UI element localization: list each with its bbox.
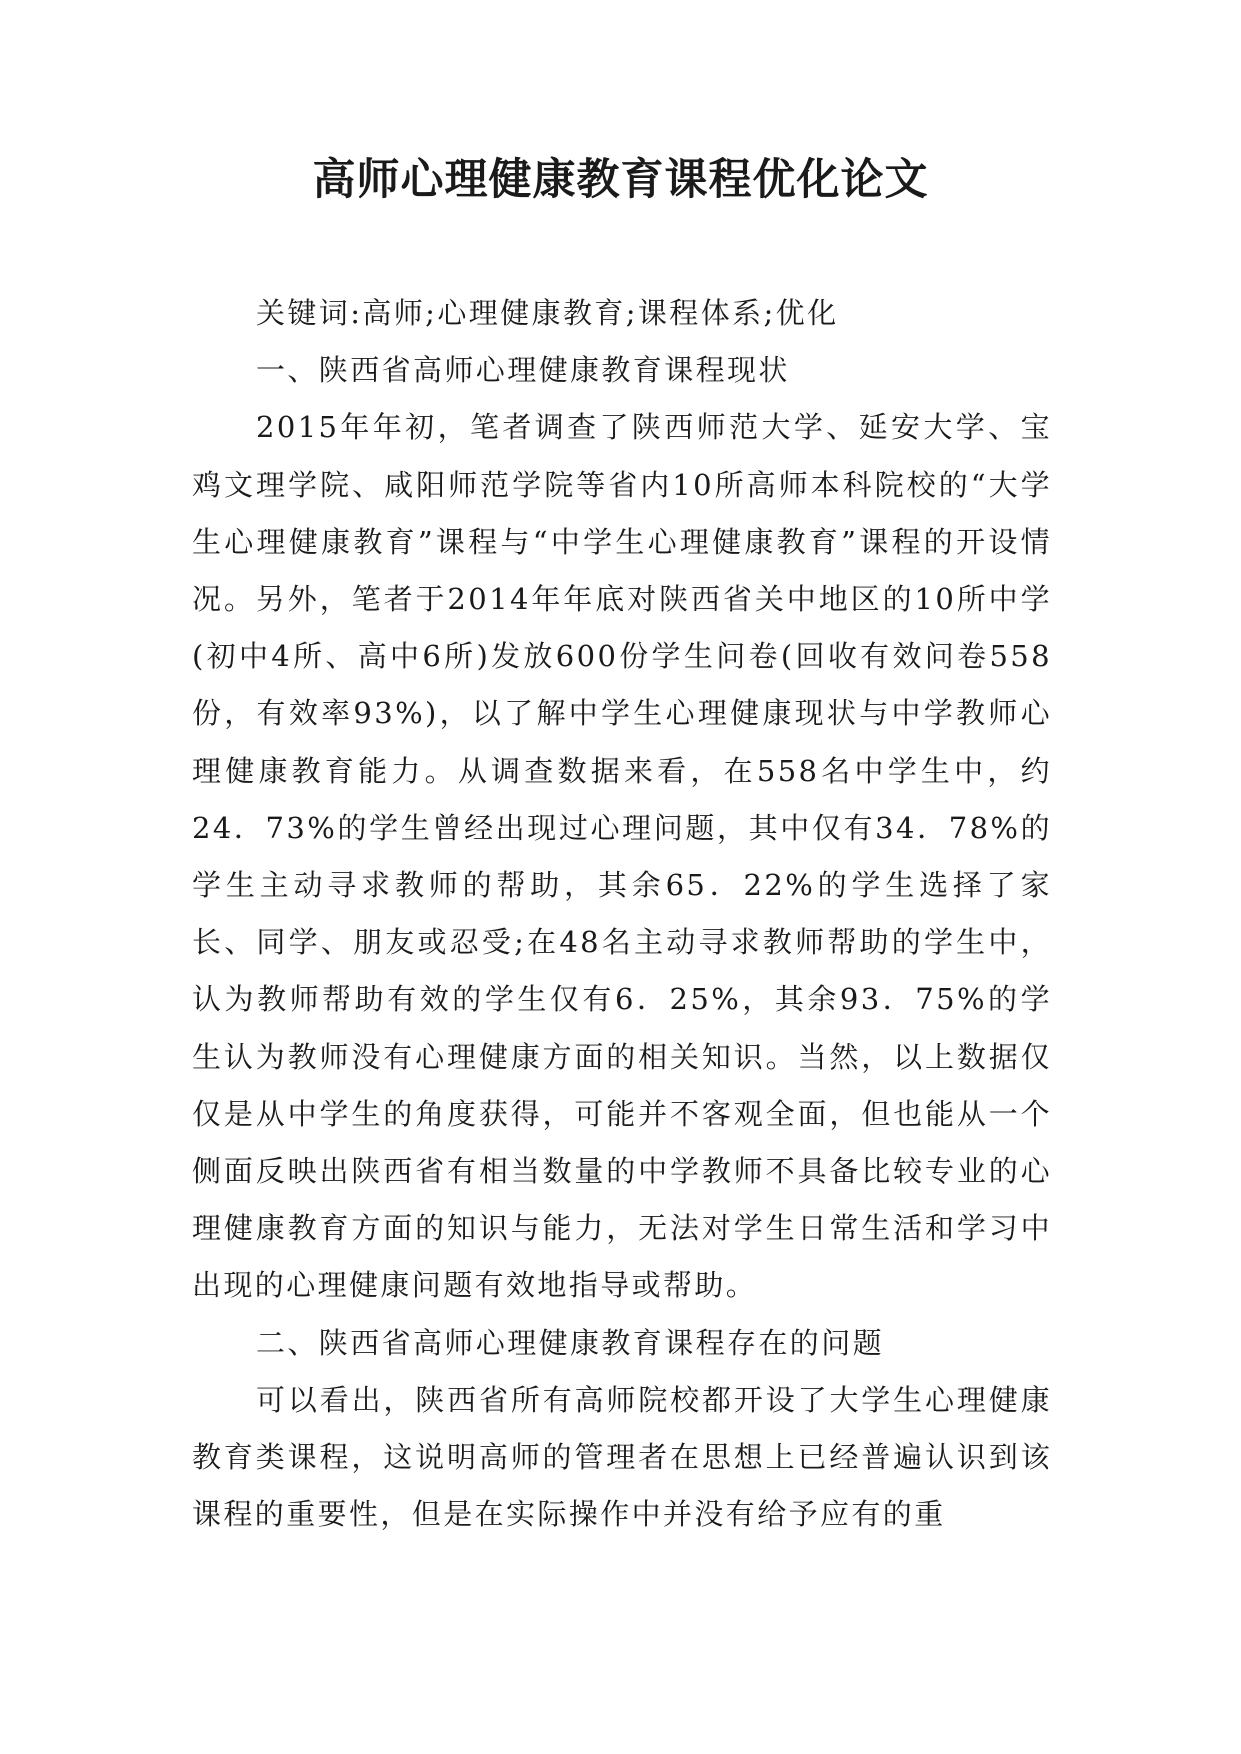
section-heading-2: 二、陕西省高师心理健康教育课程存在的问题 — [256, 1325, 885, 1360]
body-paragraph-1: 2015年年初，笔者调查了陕西师范大学、延安大学、宝鸡文理学院、咸阳师范学院等省内10所高师本科院校的“大学生心理健康教育”课程与“中学生心理健康教育”课程的开设情况。另外，笔者于2014年年底对陕西省关中地区的10所中学(初中4所、高中6所)发放600份学生问卷(回收有效问卷558份，有效率93%)，以了解中学生心理健康现状与中学教师心理健康教育能力。从调查数据来看，在558名中学生中，约24．73%的学生曾经出现过心理问题，其中仅有34．78%的学生主动寻求教师的帮助，其余65．22%的学生选择了家长、同学、朋友或忍受;在48名主动寻求教师帮助的学生中，认为教师帮助有效的学生仅有6．25%，其余93．75%的学生认为教师没有心理健康方面的相关知识。当然，以上数据仅仅是从中学生的角度获得，可能并不客观全面，但也能从一个侧面反映出陕西省有相当数量的中学教师不具备比较专业的心理健康教育方面的知识与能力，无法对学生日常生活和学习中出现的心理健康问题有效地指导或帮助。 — [192, 410, 1052, 1303]
keywords-paragraph: 关键词:高师;心理健康教育;课程体系;优化 — [256, 296, 839, 330]
document-body — [192, 285, 1052, 1543]
section-heading-1: 一、陕西省高师心理健康教育课程现状 — [256, 353, 790, 388]
body-paragraph-2: 可以看出，陕西省所有高师院校都开设了大学生心理健康教育类课程，这说明高师的管理者在思想上已经普遍认识到该课程的重要性，但是在实际操作中并没有给予应有的重 — [192, 1382, 1052, 1532]
document-title: 高师心理健康教育课程优化论文 — [312, 155, 929, 205]
